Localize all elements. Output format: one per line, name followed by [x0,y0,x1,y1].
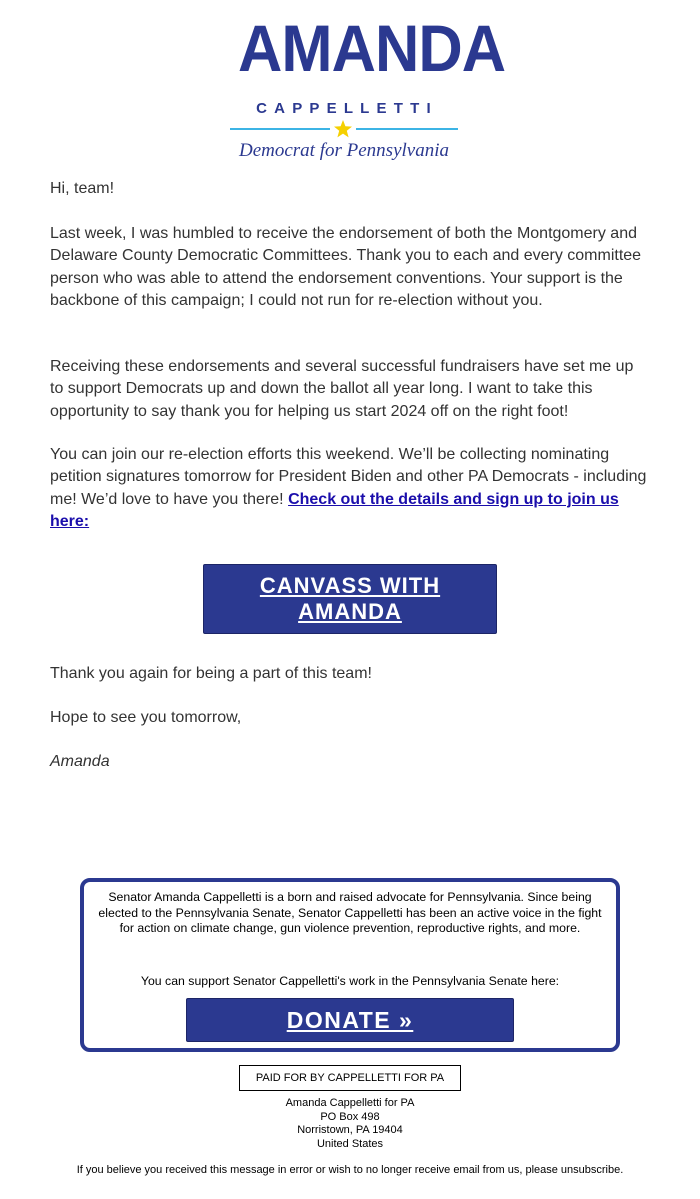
logo-rule-left [230,128,330,130]
closing-line: Hope to see you tomorrow, [50,709,242,726]
logo-tagline: Democrat for Pennsylvania [238,140,449,161]
paid-for-disclaimer: PAID FOR BY CAPPELLETTI FOR PA [239,1065,461,1091]
address-po-box: PO Box 498 [320,1110,380,1123]
greeting: Hi, team! [50,180,115,197]
paragraph-join-efforts [50,444,650,533]
paragraph-fundraisers: Receiving these endorsements and several successful fundraisers have set me up to support Democrats up and down the ballot all year long. I want to take this opportunity to say thank you for helping us start 2024 off on the right foot! [50,358,634,420]
mailing-address [200,1097,500,1151]
star-icon [333,119,353,139]
paragraph-endorsements: Last week, I was humbled to receive the endorsement of both the Montgomery and Delaware County Democratic Committees. Thank you to each and every committee person who was able to attend the endorsement conventions. Your support is the backbone of this campaign; I could not run for re-election without you. [50,225,642,309]
address-city: Norristown, PA 19404 [297,1124,403,1136]
address-country: United States [316,1137,384,1150]
logo-last-name: CAPPELLETTI [256,100,438,117]
support-box [80,878,620,1052]
paragraph-join-text: You can join our re-election efforts this weekend. We’ll be collecting nominating petition signatures tomorrow for President Biden and other PA Democrats - including me! We’d love to have you there! [50,446,647,508]
senator-bio: Senator Amanda Cappelletti is a born and raised advocate for Pennsylvania. Since being elected to the Pennsylvania Senate, Senator Cappelletti has been an active voice in the fight for action on climate change, gun violence prevention, reproductive rights, and more. [98,890,602,935]
donate-button[interactable]: DONATE » [186,998,514,1042]
address-org: Amanda Cappelletti for PA [285,1097,415,1109]
canvass-button-label: CANVASS WITH AMANDA [259,573,441,624]
signature: Amanda [50,753,110,770]
thanks-line: Thank you again for being a part of this team! [50,665,372,682]
campaign-logo [230,11,506,161]
canvass-button[interactable] [203,564,497,634]
unsubscribe-notice[interactable]: If you believe you received this message in error or wish to no longer receive email from us, please unsubscribe. [76,1164,624,1176]
support-text: You can support Senator Cappelletti's work in the Pennsylvania Senate here: [140,974,560,988]
logo-first-name: AMANDA [237,11,506,85]
signup-link[interactable]: Check out the details and sign up to join us here: [50,490,619,530]
logo-rule-right [356,128,458,130]
